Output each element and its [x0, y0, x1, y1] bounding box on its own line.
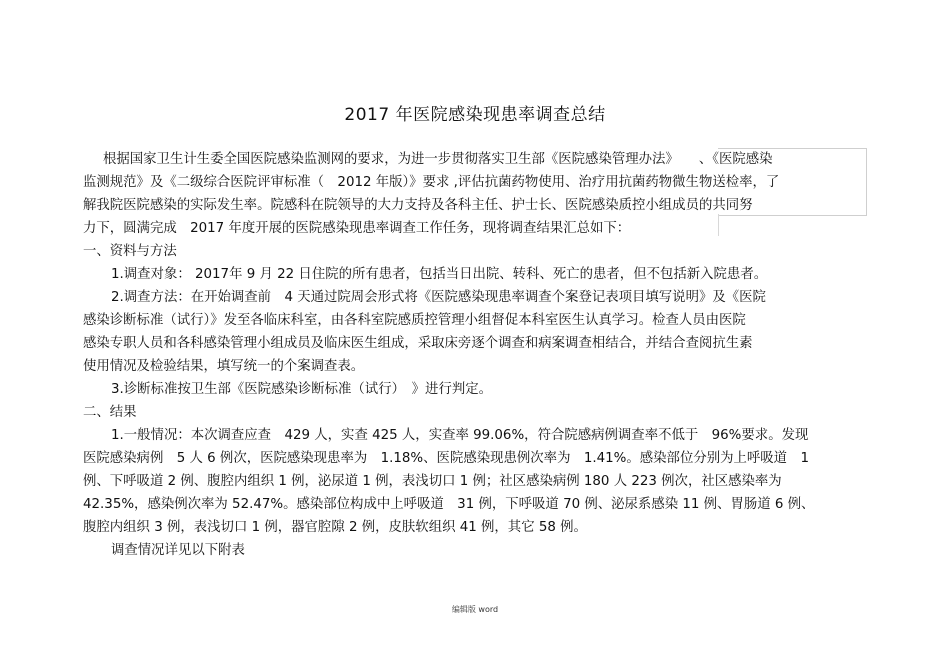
paragraph-line: 医院感染病例 5 人 6 例次，医院感染现患率为 1.18%、医院感染现患例次率为 1.41%。感染部位分别为上呼吸道 1: [83, 451, 809, 466]
page-footer: 编辑版 word: [451, 605, 499, 614]
text-box-divider: [718, 214, 719, 236]
paragraph-line: 解我院医院感染的实际发生率。院感科在院领导的大力支持及各科主任、护士长、医院感染质控小组成员的共同努: [83, 198, 753, 213]
paragraph-line: 感染诊断标准（试行）》发至各临床科室，由各科室院感质控管理小组督促本科室医生认真学习。检查人员由医院: [83, 313, 746, 328]
paragraph-line: 1.一般情况：本次调查应查 429 人，实查 425 人，实查率 99.06%，符合院感病例调查率不低于 96%要求。发现: [111, 428, 809, 443]
paragraph-line: 调查情况详见以下附表: [111, 543, 245, 558]
paragraph-line: 腹腔内组织 3 例，表浅切口 1 例，器官腔隙 2 例，皮肤软组织 41 例，其它 58 例。: [83, 520, 587, 535]
paragraph-line: 根据国家卫生计生委全国医院感染监测网的要求，为进一步贯彻落实卫生部《医院感染管理办法》 、《医院感染: [103, 152, 773, 167]
paragraph-line: 1.调查对象： 2017年 9 月 22 日住院的所有患者，包括当日出院、转科、死亡的患者，但不包括新入院患者。: [111, 267, 768, 282]
section-heading: 一、资料与方法: [83, 244, 177, 259]
paragraph-line: 3.诊断标准按卫生部《医院感染诊断标准（试行） 》进行判定。: [111, 382, 493, 397]
paragraph-line: 力下，圆满完成 2017 年度开展的医院感染现患率调查工作任务，现将调查结果汇总如下：: [83, 221, 631, 236]
paragraph-line: 2.调查方法：在开始调查前 4 天通过院周会形式将《医院感染现患率调查个案登记表项目填写说明》及《医院: [111, 290, 766, 305]
paragraph-line: 使用情况及检验结果，填写统一的个案调查表。: [83, 359, 365, 374]
paragraph-line: 例、下呼吸道 2 例、腹腔内组织 1 例，泌尿道 1 例，表浅切口 1 例；社区感染病例 180 人 223 例次，社区感染率为: [83, 474, 782, 489]
paragraph-line: 42.35%，感染例次率为 52.47%。感染部位构成中上呼吸道 31 例，下呼吸道 70 例、泌尿系感染 11 例、胃肠道 6 例、: [83, 497, 815, 512]
paragraph-line: 感染专职人员和各科感染管理小组成员及临床医生组成，采取床旁逐个调查和病案调查相结合，并结合查阅抗生素: [83, 336, 753, 351]
section-heading: 二、结果: [83, 405, 137, 420]
document-title: 2017 年医院感染现患率调查总结: [344, 105, 606, 125]
paragraph-line: 监测规范》及《二级综合医院评审标准（ 2012 年版）》要求 ,评估抗菌药物使用、治疗用抗菌药物微生物送检率，了: [83, 175, 780, 190]
